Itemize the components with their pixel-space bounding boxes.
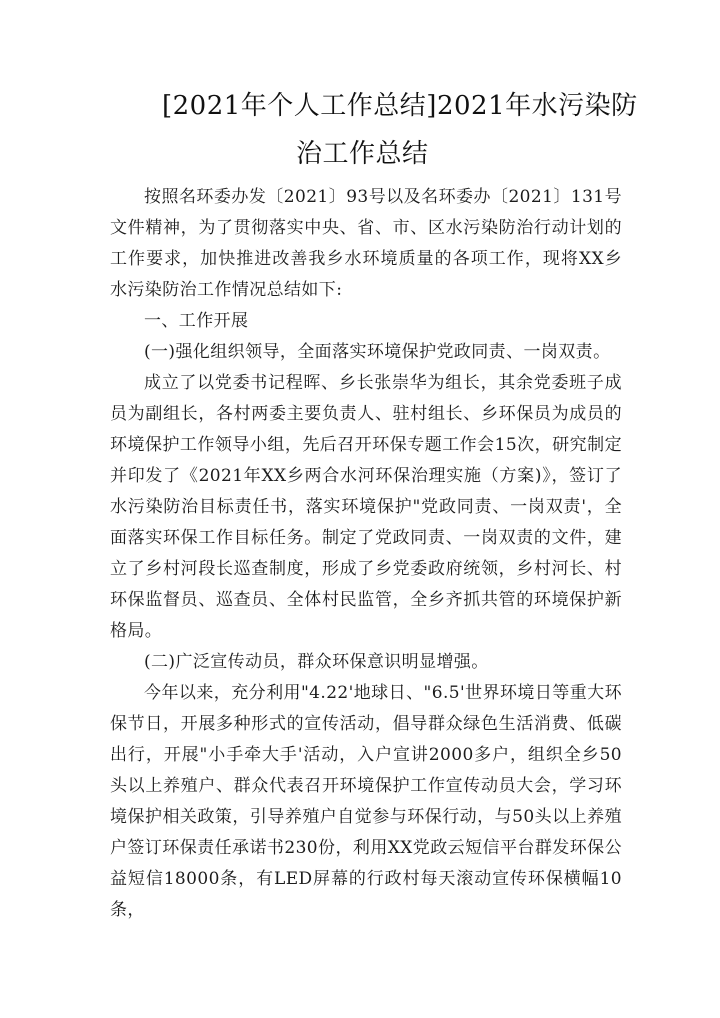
subsection-heading-2: (二)广泛宣传动员，群众环保意识明显增强。 (144, 652, 489, 672)
body-paragraph-1: 成立了以党委书记程晖、乡长张崇华为组长，其余党委班子成员为副组长，各村两委主要负责人、驻村组长、乡环保员为成员的环境保护工作领导小组，先后召开环保专题工作会15次，研究制定并印发了《2021年XX乡两合水河环保治理实施（方案)》，签订了水污染防治目标责任书，落实环境保护"党政同责、一岗双责'，全面落实环保工作目标任务。制定了党政同责、一岗双责的文件，建立了乡村河段长巡查制度，形成了乡党委政府统领，乡村河长、村环保监督员、巡查员、全体村民监管，全乡齐抓共管的环境保护新格局。 (110, 373, 622, 641)
section-heading-work: 一、工作开展 (144, 311, 249, 331)
document-title-line-2: 治工作总结 (296, 139, 429, 169)
subsection-heading-1: (一)强化组织领导，全面落实环境保护党政同责、一岗双责。 (144, 342, 611, 362)
intro-paragraph: 按照名环委办发〔2021〕93号以及名环委办〔2021〕131号文件精神，为了贯彻落实中央、省、市、区水污染防治行动计划的工作要求，加快推进改善我乡水环境质量的各项工作，现将XX乡水污染防治工作情况总结如下: (110, 187, 622, 300)
document-title-line-1: [2021年个人工作总结]2021年水污染防 (162, 91, 638, 121)
document-body (110, 182, 622, 926)
body-paragraph-2: 今年以来，充分利用"4.22'地球日、"6.5'世界环境日等重大环保节日，开展多种形式的宣传活动，倡导群众绿色生活消费、低碳出行，开展"小手牵大手'活动，入户宣讲2000多户，组织全乡50头以上养殖户、群众代表召开环境保护工作宣传动员大会，学习环境保护相关政策，引导养殖户自觉参与环保行动，与50头以上养殖户签订环保责任承诺书230份，利用XX党政云短信平台群发环保公益短信18000条，有LED屏幕的行政村每天滚动宣传环保横幅10条， (110, 683, 622, 920)
